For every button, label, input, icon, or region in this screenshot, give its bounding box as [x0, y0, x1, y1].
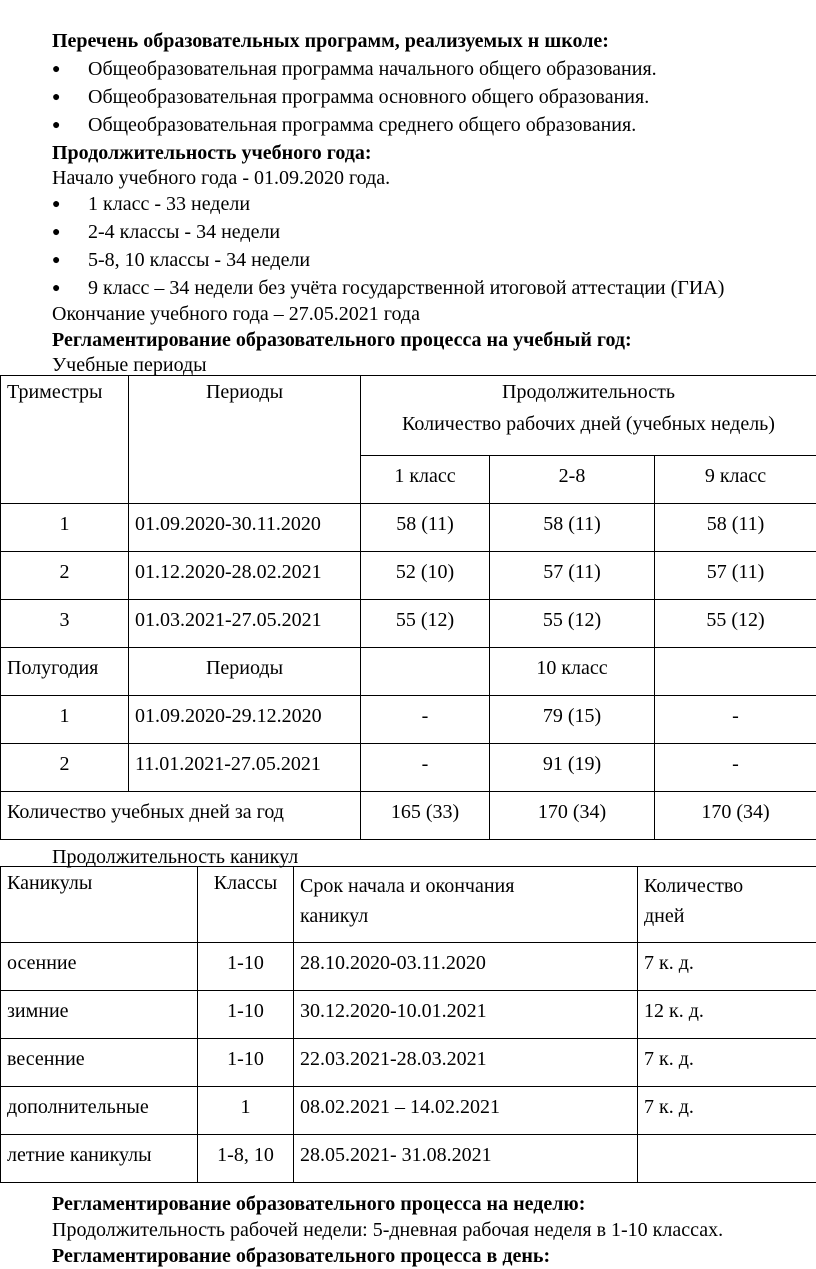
holiday-classes: 1-8, 10 [198, 1135, 294, 1183]
header-periods: Периоды [129, 648, 361, 696]
programs-heading: Перечень образовательных программ, реализуемых н школе: [52, 30, 609, 52]
table-row [1, 1039, 816, 1087]
holiday-days [638, 1135, 816, 1183]
trimester-period: 01.09.2020-30.11.2020 [129, 504, 361, 552]
reg-day-heading: Регламентирование образовательного процесса в день: [52, 1245, 551, 1267]
header-holiday-dates-line2: каникул [300, 905, 369, 927]
table-row [1, 552, 816, 600]
days-class-1: 55 (12) [361, 600, 490, 648]
days-class-10: 79 (15) [490, 696, 655, 744]
days-class-2-8: 57 (11) [490, 552, 655, 600]
header-class-2-8: 2-8 [490, 456, 655, 504]
year-item: 1 класс - 33 недели [88, 193, 251, 215]
header-duration [361, 376, 816, 456]
days-col-3: - [361, 744, 490, 792]
header-holiday-name: Каникулы [1, 867, 198, 943]
table-row [1, 1135, 816, 1183]
days-class-1: 52 (10) [361, 552, 490, 600]
trimester-period: 01.03.2021-27.05.2021 [129, 600, 361, 648]
total-label: Количество учебных дней за год [1, 792, 361, 840]
bullet-icon: ● [52, 62, 61, 77]
days-col-5: - [655, 696, 816, 744]
days-class-9: 58 (11) [655, 504, 816, 552]
halfyear-period: 11.01.2021-27.05.2021 [129, 744, 361, 792]
empty-cell [655, 648, 816, 696]
reg-year-heading: Регламентирование образовательного процесса на учебный год: [52, 329, 632, 351]
trimester-number: 3 [1, 600, 129, 648]
days-col-3: - [361, 696, 490, 744]
days-class-10: 91 (19) [490, 744, 655, 792]
days-class-9: 55 (12) [655, 600, 816, 648]
holidays-table [0, 866, 816, 1183]
halfyear-period: 01.09.2020-29.12.2020 [129, 696, 361, 744]
reg-week-heading: Регламентирование образовательного процесса на неделю: [52, 1193, 586, 1215]
holiday-name: весенние [1, 1039, 198, 1087]
holiday-name: дополнительные [1, 1087, 198, 1135]
table-row [1, 648, 816, 696]
table-row-total [1, 792, 816, 840]
halfyear-number: 2 [1, 744, 129, 792]
bullet-icon: ● [52, 281, 61, 296]
days-class-2-8: 58 (11) [490, 504, 655, 552]
header-class-9: 9 класс [655, 456, 816, 504]
holidays-caption: Продолжительность каникул [52, 846, 299, 868]
total-class-9: 170 (34) [655, 792, 816, 840]
header-duration-title: Продолжительность [502, 381, 675, 403]
header-class-10: 10 класс [490, 648, 655, 696]
bullet-icon: ● [52, 253, 61, 268]
empty-cell [361, 648, 490, 696]
table-row [1, 943, 816, 991]
year-item: 9 класс – 34 недели без учёта государственной итоговой аттестации (ГИА) [88, 277, 725, 299]
holiday-classes: 1-10 [198, 943, 294, 991]
days-class-9: 57 (11) [655, 552, 816, 600]
table-row [1, 991, 816, 1039]
holiday-dates: 28.10.2020-03.11.2020 [294, 943, 638, 991]
header-holiday-classes: Классы [198, 867, 294, 943]
header-class-1: 1 класс [361, 456, 490, 504]
trimester-number: 2 [1, 552, 129, 600]
holiday-days: 7 к. д. [638, 1087, 816, 1135]
table-row [1, 1087, 816, 1135]
holiday-classes: 1-10 [198, 991, 294, 1039]
trimester-number: 1 [1, 504, 129, 552]
holiday-dates: 30.12.2020-10.01.2021 [294, 991, 638, 1039]
days-class-2-8: 55 (12) [490, 600, 655, 648]
holiday-dates: 28.05.2021- 31.08.2021 [294, 1135, 638, 1183]
year-item: 2-4 классы - 34 недели [88, 221, 281, 243]
holiday-name: осенние [1, 943, 198, 991]
header-duration-subtitle: Количество рабочих дней (учебных недель) [402, 413, 775, 435]
holiday-days: 7 к. д. [638, 1039, 816, 1087]
halfyear-number: 1 [1, 696, 129, 744]
bullet-icon: ● [52, 90, 61, 105]
holiday-classes: 1-10 [198, 1039, 294, 1087]
program-item: Общеобразовательная программа начального общего образования. [88, 58, 657, 80]
holiday-classes: 1 [198, 1087, 294, 1135]
bullet-icon: ● [52, 197, 61, 212]
holiday-dates: 22.03.2021-28.03.2021 [294, 1039, 638, 1087]
header-holiday-days-line2: дней [644, 905, 685, 927]
holiday-name: зимние [1, 991, 198, 1039]
header-holiday-dates-line1: Срок начала и окончания [300, 875, 515, 897]
header-periods: Периоды [129, 376, 361, 504]
year-start: Начало учебного года - 01.09.2020 года. [52, 167, 391, 189]
program-item: Общеобразовательная программа основного общего образования. [88, 86, 650, 108]
total-class-1: 165 (33) [361, 792, 490, 840]
header-holiday-days [638, 867, 816, 943]
reg-year-subheading: Учебные периоды [52, 354, 207, 376]
holiday-name: летние каникулы [1, 1135, 198, 1183]
holiday-dates: 08.02.2021 – 14.02.2021 [294, 1087, 638, 1135]
table-row [1, 600, 816, 648]
header-holiday-days-line1: Количество [644, 875, 744, 897]
days-col-5: - [655, 744, 816, 792]
periods-table [0, 375, 816, 840]
table-row [1, 744, 816, 792]
header-trimesters: Триместры [1, 376, 129, 504]
year-end: Окончание учебного года – 27.05.2021 года [52, 303, 420, 325]
header-halfyears: Полугодия [1, 648, 129, 696]
year-heading: Продолжительность учебного года: [52, 142, 372, 164]
holiday-days: 12 к. д. [638, 991, 816, 1039]
table-row [1, 696, 816, 744]
table-row [1, 504, 816, 552]
days-class-1: 58 (11) [361, 504, 490, 552]
bullet-icon: ● [52, 225, 61, 240]
year-item: 5-8, 10 классы - 34 недели [88, 249, 311, 271]
trimester-period: 01.12.2020-28.02.2021 [129, 552, 361, 600]
header-holiday-dates [294, 867, 638, 943]
reg-week-text: Продолжительность рабочей недели: 5-дневная рабочая неделя в 1-10 классах. [52, 1219, 724, 1241]
holiday-days: 7 к. д. [638, 943, 816, 991]
total-class-2-8: 170 (34) [490, 792, 655, 840]
bullet-icon: ● [52, 118, 61, 133]
program-item: Общеобразовательная программа среднего общего образования. [88, 114, 637, 136]
